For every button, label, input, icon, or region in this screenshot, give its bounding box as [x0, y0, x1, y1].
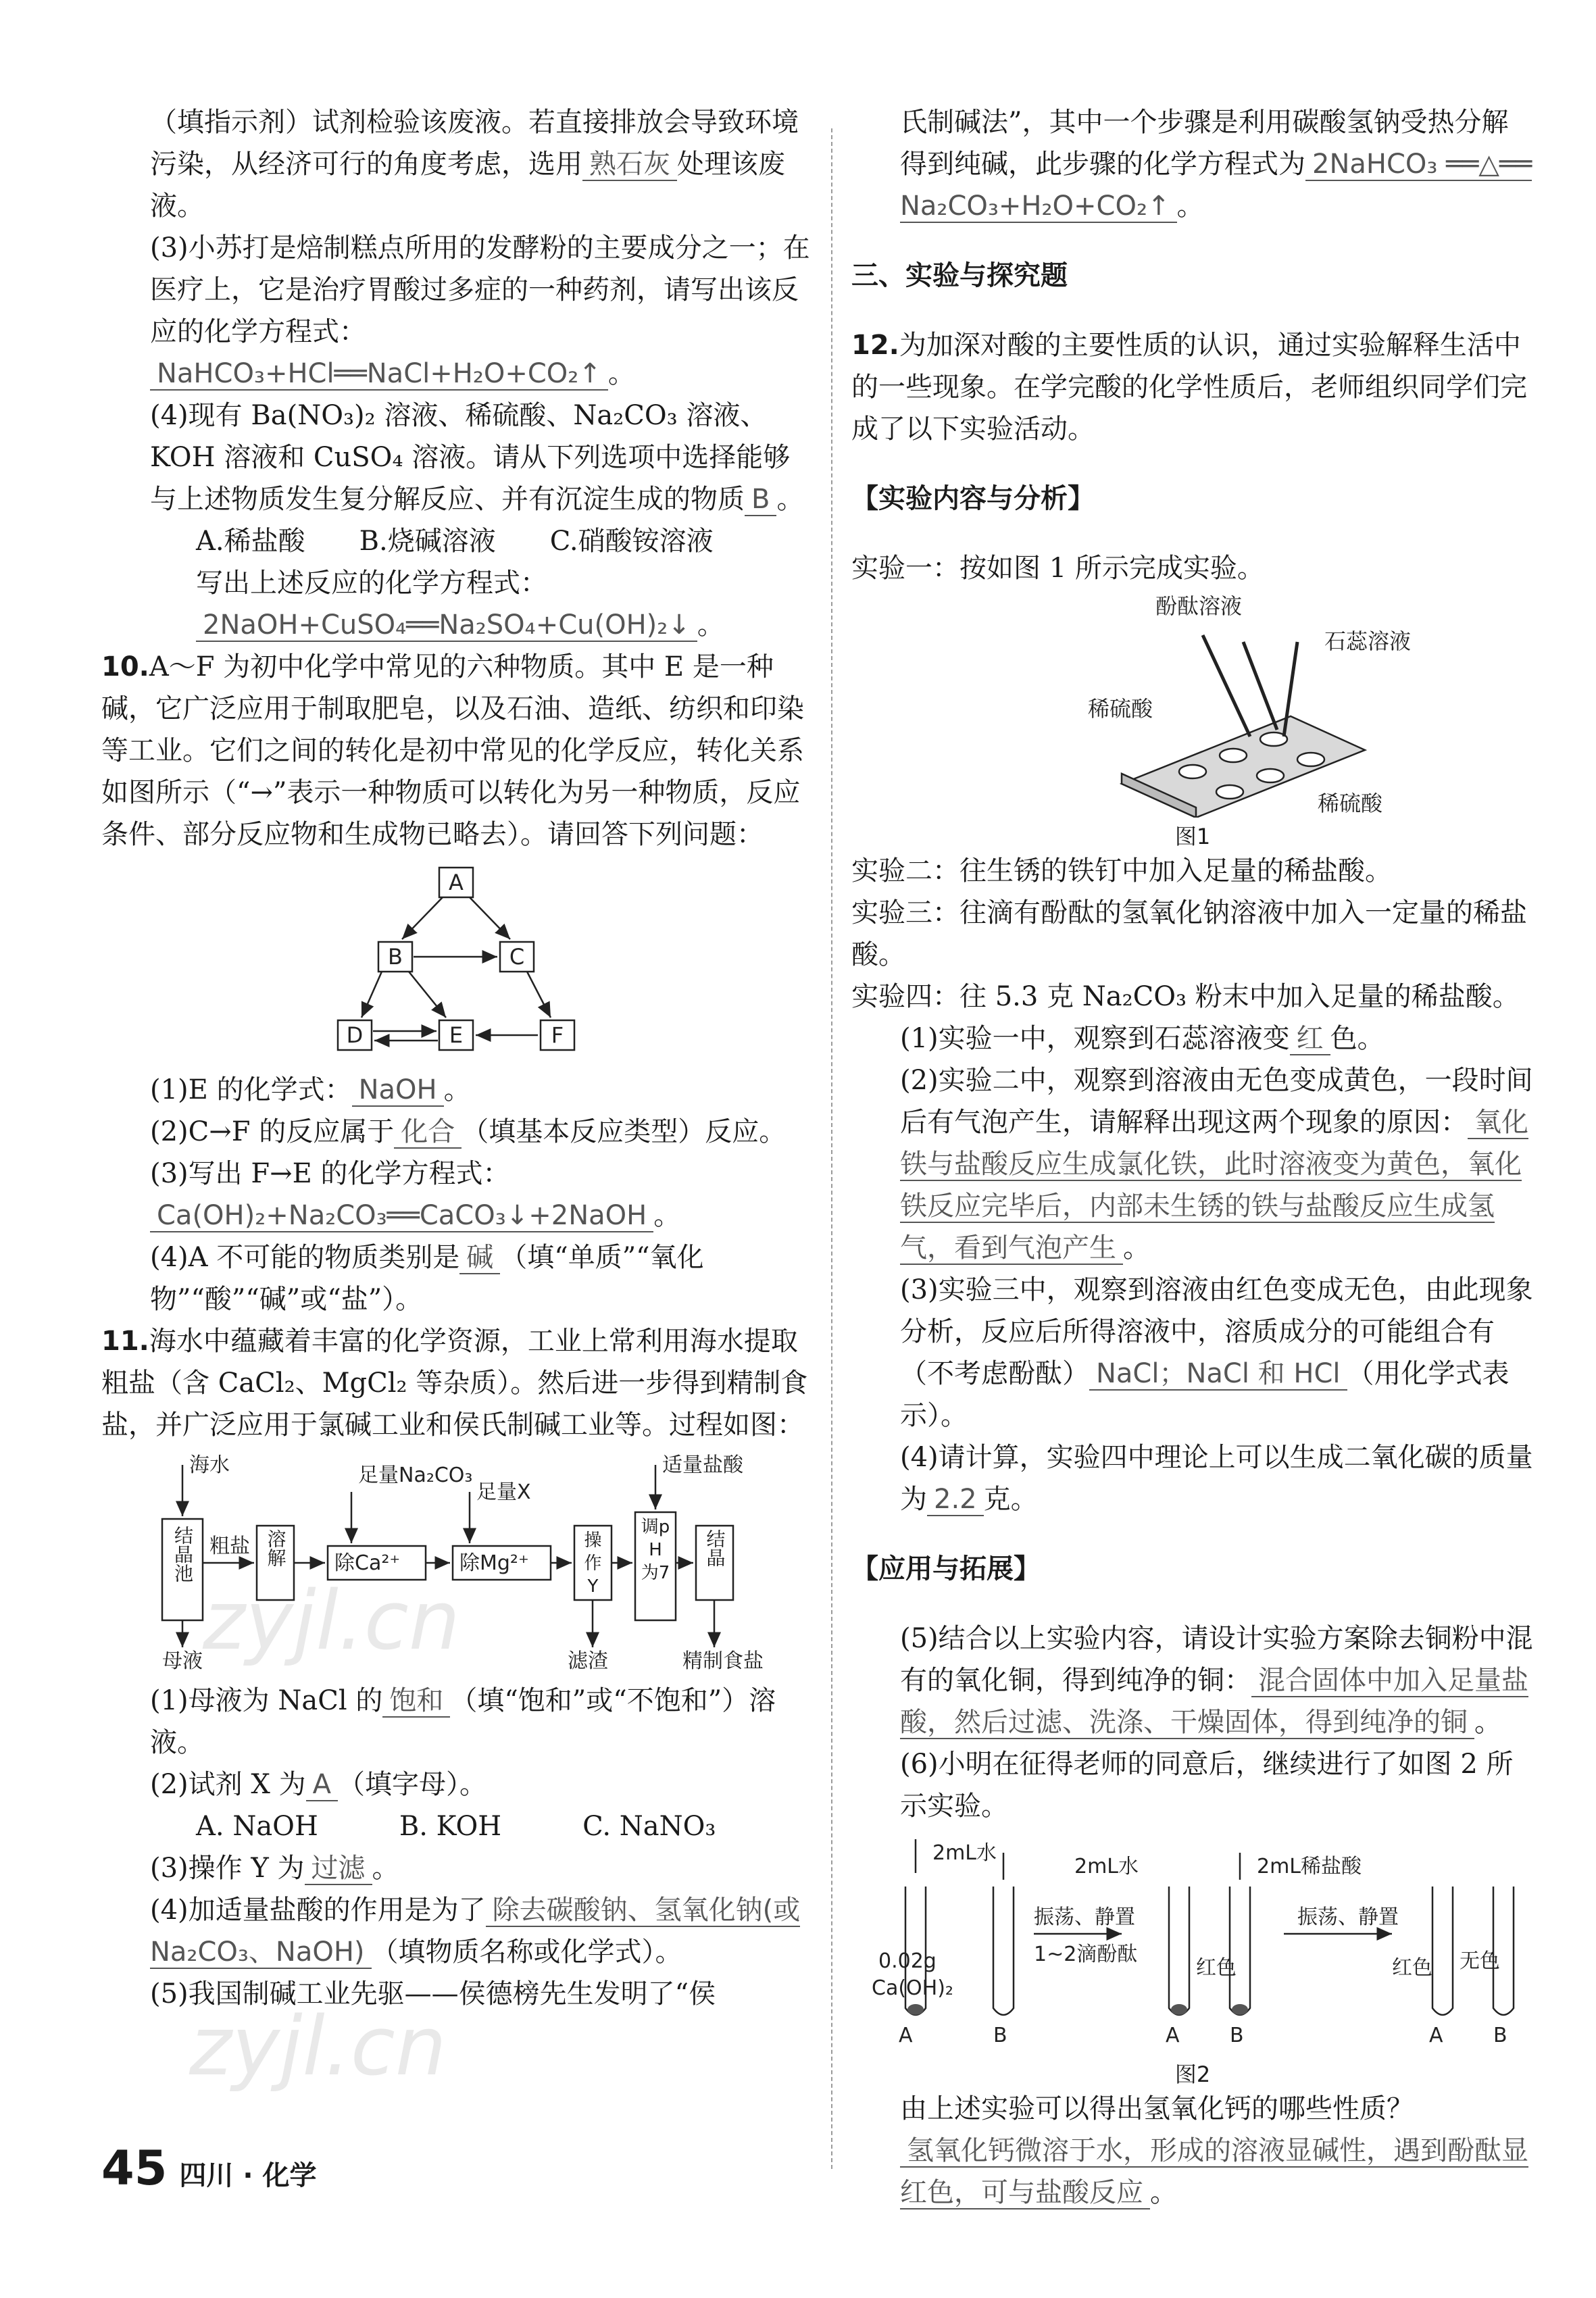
answer: NaOH	[352, 1074, 444, 1107]
answer: 混合固体中加入足量盐酸，然后过滤、洗涤、干燥固体，得到纯净的铜	[900, 1665, 1528, 1738]
flow-dissolve: 溶解	[264, 1529, 287, 1567]
label-dilute-hcl: 2mL稀盐酸	[1257, 1855, 1362, 1878]
q10-2: (2)C→F 的反应属于 化合 （填基本反应类型）反应。	[150, 1116, 787, 1147]
answer: 碱	[459, 1242, 500, 1274]
figure-2-caption: 图2	[1174, 2062, 1211, 2087]
label-water-2: 2mL水	[1074, 1855, 1139, 1878]
q10-3: (3)写出 F→E 的化学方程式：Ca(OH)₂+Na₂CO₃══CaCO₃↓+2NaOH 。	[150, 1158, 681, 1231]
flow-remove-ca: 除Ca²⁺	[334, 1551, 401, 1575]
answer: B	[745, 484, 776, 516]
flow-refined-salt: 精制食盐	[682, 1649, 764, 1673]
section-title: 三、实验与探究题	[851, 260, 1068, 291]
q9-top: （填指示剂）试剂检验该废液。若直接排放会导致环境污染，从经济可行的角度考虑，选用 熟石灰 处理该废液。	[150, 107, 799, 222]
footer-subject: 四川 · 化学	[179, 2160, 317, 2191]
node-a: A	[449, 870, 464, 895]
node-d: D	[346, 1022, 364, 1048]
answer: A	[306, 1769, 338, 1801]
figure-2	[851, 1832, 1534, 2055]
flow-crude-salt: 粗盐	[209, 1534, 250, 1558]
r3: (3)实验三中，观察到溶液由红色变成无色，由此现象分析，反应后所得溶液中，溶质成分的可能组合有（不考虑酚酞） NaCl；NaCl 和 HCl （用化学式表示）。	[900, 1274, 1533, 1431]
flow-operation: 操作Y	[584, 1530, 602, 1597]
flow-seawater: 海水	[189, 1453, 230, 1477]
right-column	[851, 101, 1534, 2214]
flow-crystallize: 结晶	[703, 1529, 726, 1567]
q11-5: (5)我国制碱工业先驱——侯德榜先生发明了“侯	[150, 1978, 716, 2009]
svg-text:A: A	[1429, 2024, 1443, 2047]
label-step-2: 振荡、静置	[1297, 1905, 1399, 1929]
q9-3: (3)小苏打是焙制糕点所用的发酵粉的主要成分之一；在医疗上，它是治疗胃酸过多症的一种药剂，请写出该反应的化学方程式：NaHCO₃+HCl══NaCl+H₂O+CO₂↑ 。	[150, 232, 810, 389]
exp3: 实验三：往滴有酚酞的氢氧化钠溶液中加入一定量的稀盐酸。	[851, 897, 1527, 970]
flow-residue: 滤渣	[568, 1649, 608, 1673]
r5: (5)结合以上实验内容，请设计实验方案除去铜粉中混有的氧化铜，得到纯净的铜： 混合固体中加入足量盐酸，然后过滤、洗涤、干燥固体，得到纯净的铜 。	[900, 1623, 1533, 1738]
q10-1: (1)E 的化学式： NaOH 。	[150, 1074, 471, 1105]
r6: (6)小明在征得老师的同意后，继续进行了如图 2 所示实验。	[900, 1749, 1514, 1822]
subsection-extension: 【应用与拓展】	[851, 1553, 1041, 1584]
answer: 2NaHCO₃ ══△══ Na₂CO₃+H₂O+CO₂↑	[900, 149, 1532, 222]
exp1: 实验一：按如图 1 所示完成实验。	[851, 553, 1264, 584]
label-red: 红色	[1196, 1956, 1237, 1980]
label-caoh2: Ca(OH)₂	[872, 1976, 953, 2000]
answer: 2NaOH+CuSO₄══Na₂SO₄+Cu(OH)₂↓	[196, 609, 697, 642]
label-mass: 0.02g	[878, 1949, 937, 1973]
svg-text:A: A	[1166, 2024, 1180, 2047]
page-number: 45	[101, 2141, 168, 2196]
q9-4-options: A.稀盐酸 B.烧碱溶液 C.硝酸铵溶液	[196, 526, 714, 557]
r4: (4)请计算，实验四中理论上可以生成二氧化碳的质量为 2.2 克。	[900, 1442, 1533, 1515]
flow-mother-liquor: 母液	[162, 1649, 203, 1673]
flow-acid: 适量盐酸	[662, 1453, 743, 1477]
answer: 熟石灰	[582, 149, 677, 181]
node-b: B	[388, 944, 403, 970]
node-e: E	[449, 1022, 464, 1048]
left-column	[101, 101, 811, 2015]
q11-2-options: A. NaOH B. KOH C. NaNO₃	[196, 1811, 716, 1842]
label-red-2: 红色	[1392, 1956, 1432, 1980]
label-step-1: 振荡、静置	[1034, 1905, 1135, 1929]
page-footer	[101, 2141, 316, 2196]
answer: NaCl；NaCl 和 HCl	[1089, 1358, 1347, 1391]
watermark: zyjl.cn	[203, 1574, 460, 1668]
svg-text:A: A	[899, 2024, 913, 2047]
watermark: zyjl.cn	[189, 2000, 447, 2094]
q9-4: (4)现有 Ba(NO₃)₂ 溶液、稀硫酸、Na₂CO₃ 溶液、KOH 溶液和 CuSO₄ 溶液。请从下列选项中选择能够与上述物质发生复分解反应、并有沉淀生成的物质 B 。	[150, 400, 804, 515]
q11-1: (1)母液为 NaCl 的 饱和 （填“饱和”或“不饱和”）溶液。	[150, 1685, 776, 1758]
q11-4: (4)加适量盐酸的作用是为了 除去碳酸钠、氢氧化钠(或 Na₂CO₃、NaOH) （填物质名称或化学式）。	[150, 1895, 801, 1968]
answer: 2.2	[927, 1484, 984, 1516]
flow-pool: 结晶池	[172, 1526, 194, 1582]
column-divider	[831, 128, 832, 2169]
svg-text:B: B	[1493, 2024, 1507, 2047]
label-litmus: 石蕊溶液	[1324, 628, 1412, 654]
answer: Ca(OH)₂+Na₂CO₃══CaCO₃↓+2NaOH	[150, 1200, 653, 1232]
q10-4: (4)A 不可能的物质类别是 碱 （填“单质”“氧化物”“酸”“碱”或“盐”）。	[150, 1242, 704, 1315]
label-acid-right: 稀硫酸	[1318, 791, 1383, 816]
q11-2: (2)试剂 X 为 A （填字母）。	[150, 1769, 487, 1800]
node-c: C	[509, 944, 525, 970]
flow-reagent2: 足量X	[476, 1480, 531, 1504]
label-phenolphthalein: 酚酞溶液	[1155, 595, 1243, 619]
svg-text:B: B	[993, 2024, 1007, 2047]
q11-3: (3)操作 Y 为 过滤 。	[150, 1853, 399, 1884]
label-phenol-drops: 1~2滴酚酞	[1034, 1943, 1138, 1966]
r6-question: 由上述实验可以得出氢氧化钙的哪些性质？	[900, 2093, 1414, 2124]
label-water-1: 2mL水	[932, 1841, 997, 1865]
q10-relation-diagram	[101, 861, 811, 1064]
r1: (1)实验一中，观察到石蕊溶液变 红 色。	[900, 1023, 1385, 1054]
flow-reagent1: 足量Na₂CO₃	[358, 1464, 473, 1487]
r2: (2)实验二中，观察到溶液由无色变成黄色，一段时间后有气泡产生，请解释出现这两个现象的原因： 氧化铁与盐酸反应生成氯化铁，此时溶液变为黄色，氧化铁反应完毕后，内部未生锈的铁与盐酸反应生成氢气，看到气泡产生 。	[900, 1065, 1533, 1264]
answer: 氧化铁与盐酸反应生成氯化铁，此时溶液变为黄色，氧化铁反应完毕后，内部未生锈的铁与盐酸反应生成氢气，看到气泡产生	[900, 1107, 1528, 1264]
q12: 12.为加深对酸的主要性质的认识，通过实验解释生活中的一些现象。在学完酸的化学性质后，老师组织同学们完成了以下实验活动。	[851, 330, 1527, 445]
answer: 过滤	[305, 1853, 372, 1885]
q10: 10.A～F 为初中化学中常见的六种物质。其中 E 是一种碱，它广泛应用于制取肥皂，以及石油、造纸、纺织和印染等工业。它们之间的转化是初中常见的化学反应，转化关系如图所示（“→”表示一种物质可以转化为另一种物质，反应条件、部分反应物和生成物已略去）。请回答下列问题：	[101, 651, 804, 850]
figure-1	[851, 595, 1534, 818]
node-f: F	[551, 1022, 564, 1048]
r6-answer: 氢氧化钙微溶于水，形成的溶液显碱性，遇到酚酞显红色，可与盐酸反应 。	[900, 2135, 1528, 2208]
subsection-analysis: 【实验内容与分析】	[851, 483, 1095, 514]
exp2: 实验二：往生锈的铁钉中加入足量的稀盐酸。	[851, 855, 1392, 886]
answer: NaHCO₃+HCl══NaCl+H₂O+CO₂↑	[150, 358, 608, 391]
q11-5-cont: 氏制碱法”，其中一个步骤是利用碳酸氢钠受热分解得到纯碱，此步骤的化学方程式为 2NaHCO₃ ══△══ Na₂CO₃+H₂O+CO₂↑ 。	[900, 107, 1532, 222]
answer: 饱和	[382, 1685, 450, 1718]
exp4: 实验四：往 5.3 克 Na₂CO₃ 粉末中加入足量的稀盐酸。	[851, 981, 1520, 1012]
flow-remove-mg: 除Mg²⁺	[459, 1551, 529, 1575]
label-colorless: 无色	[1460, 1949, 1500, 1973]
answer: 化合	[394, 1116, 462, 1149]
answer: 氢氧化钙微溶于水，形成的溶液显碱性，遇到酚酞显红色，可与盐酸反应	[900, 2135, 1528, 2208]
answer: 除去碳酸钠、氢氧化钠(或 Na₂CO₃、NaOH)	[150, 1895, 801, 1968]
answer: 红	[1290, 1023, 1330, 1055]
q9-4-equation: 写出上述反应的化学方程式：2NaOH+CuSO₄══Na₂SO₄+Cu(OH)₂↓ 。	[196, 568, 724, 641]
flow-adjust-ph: 调pH为7	[641, 1517, 670, 1583]
label-acid-left: 稀硫酸	[1088, 696, 1153, 722]
figure-1-caption: 图1	[1174, 824, 1211, 849]
svg-text:B: B	[1230, 2024, 1244, 2047]
q11: 11.海水中蕴藏着丰富的化学资源，工业上常利用海水提取粗盐（含 CaCl₂、MgCl₂ 等杂质）。然后进一步得到精制食盐，并广泛应用于氯碱工业和侯氏制碱工业等。过程如图：	[101, 1326, 808, 1441]
